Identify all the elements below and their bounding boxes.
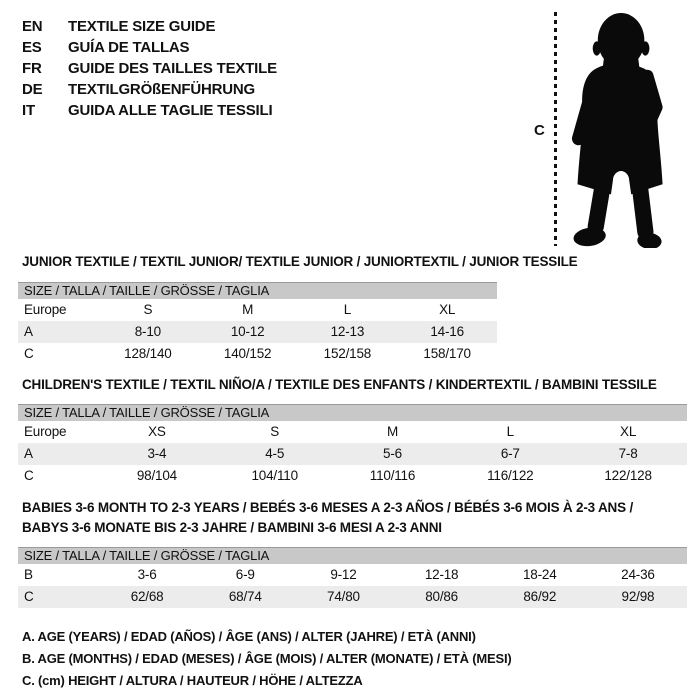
table-cell: 140/152 <box>223 346 272 361</box>
table-cell: S <box>270 424 280 439</box>
language-row-de <box>22 79 277 100</box>
row-label: A <box>24 324 33 339</box>
section-title <box>22 254 700 269</box>
table-cell: 92/98 <box>621 589 655 604</box>
table-cell: 104/110 <box>251 468 298 483</box>
language-label: GUIDA ALLE TAGLIE TESSILI <box>68 102 273 119</box>
footnotes <box>22 626 512 692</box>
table-cell: 86/92 <box>523 589 557 604</box>
language-row-es <box>22 37 277 58</box>
table-cell: XS <box>148 424 166 439</box>
table-cell: 128/140 <box>124 346 172 361</box>
footnote-line: A. AGE (YEARS) / EDAD (AÑOS) / ÂGE (ANS) / ALTER (JAHRE) / ETÀ (ANNI) <box>22 629 476 644</box>
row-label: B <box>24 567 33 582</box>
table-cell: 24-36 <box>621 567 655 582</box>
section-title-line: JUNIOR TEXTILE / TEXTIL JUNIOR/ TEXTILE JUNIOR / JUNIORTEXTIL / JUNIOR TESSILE <box>22 254 578 269</box>
table-cell: 3-6 <box>137 567 157 582</box>
row-label: C <box>24 468 34 483</box>
table-cell: 12-13 <box>330 324 365 339</box>
section-title <box>22 498 700 538</box>
section-babies <box>0 498 700 608</box>
table-cell: 14-16 <box>430 324 464 339</box>
table-cell: S <box>143 302 153 317</box>
row-label: A <box>24 446 33 461</box>
table-cell: 110/116 <box>369 468 416 483</box>
row-label: C <box>24 346 34 361</box>
height-dashed-line <box>554 12 557 246</box>
footnote-line: B. AGE (MONTHS) / EDAD (MESES) / ÂGE (MOIS) / ALTER (MONATE) / ETÀ (MESI) <box>22 651 512 666</box>
table-row <box>18 421 687 443</box>
footnote-line: C. (cm) HEIGHT / ALTURA / HAUTEUR / HÖHE / ALTEZZA <box>22 673 363 688</box>
table-cell: 12-18 <box>424 567 459 582</box>
row-label: C <box>24 589 34 604</box>
language-label: TEXTILGRÖßENFÜHRUNG <box>68 81 256 98</box>
table-cell: 5-6 <box>383 446 402 461</box>
language-code: FR <box>22 60 42 77</box>
table-cell: 9-12 <box>330 567 357 582</box>
table-cell: 98/104 <box>136 468 177 483</box>
table-row <box>18 299 497 321</box>
table-cell: L <box>343 302 352 317</box>
table-cell: 10-12 <box>230 324 265 339</box>
table-cell: 152/158 <box>323 346 372 361</box>
section-title <box>22 377 700 392</box>
toddler-silhouette-icon <box>565 10 667 248</box>
table-cell: 74/80 <box>327 589 360 604</box>
table-row <box>18 443 687 465</box>
language-code: ES <box>22 39 42 56</box>
language-row-en <box>22 16 277 37</box>
table-cell: 7-8 <box>618 446 638 461</box>
table-header: SIZE / TALLA / TAILLE / GRÖSSE / TAGLIA <box>18 282 497 299</box>
table-cell: 158/170 <box>423 346 471 361</box>
section-title-line: BABIES 3-6 MONTH TO 2-3 YEARS / BEBÉS 3-6 MESES A 2-3 AÑOS / BÉBÉS 3-6 MOIS À 2-3 ANS / <box>22 500 633 515</box>
table-cell: L <box>506 424 514 439</box>
table-cell: M <box>242 302 254 317</box>
language-list <box>22 16 277 121</box>
table-cell: 62/68 <box>130 589 164 604</box>
language-label: GUIDE DES TAILLES TEXTILE <box>68 60 277 77</box>
table-header: SIZE / TALLA / TAILLE / GRÖSSE / TAGLIA <box>18 404 687 421</box>
table-cell: 8-10 <box>134 324 161 339</box>
table-cell: 80/86 <box>425 589 458 604</box>
table-cell: 116/122 <box>487 468 534 483</box>
table-cell: 6-7 <box>500 446 520 461</box>
table-header: SIZE / TALLA / TAILLE / GRÖSSE / TAGLIA <box>18 547 687 564</box>
language-row-it <box>22 100 277 121</box>
height-measure-label: C <box>534 122 545 139</box>
language-code: DE <box>22 81 43 98</box>
junior-size-table <box>18 282 497 365</box>
table-row <box>18 564 687 586</box>
children-size-table <box>18 404 687 487</box>
row-label: Europe <box>24 424 67 439</box>
table-cell: XL <box>439 302 456 317</box>
language-label: TEXTILE SIZE GUIDE <box>68 18 216 35</box>
table-row <box>18 586 687 608</box>
size-tables <box>0 248 700 608</box>
section-junior <box>0 254 700 365</box>
section-title-line: BABYS 3-6 MONATE BIS 2-3 JAHRE / BAMBINI 3-6 MESI A 2-3 ANNI <box>22 520 442 535</box>
table-cell: 68/74 <box>228 589 262 604</box>
table-cell: 18-24 <box>523 567 557 582</box>
language-code: IT <box>22 102 35 119</box>
language-row-fr <box>22 58 277 79</box>
babies-size-table <box>18 547 687 608</box>
language-code: EN <box>22 18 43 35</box>
height-figure <box>530 8 700 250</box>
table-row <box>18 321 497 343</box>
table-cell: 4-5 <box>265 446 285 461</box>
table-cell: 6-9 <box>235 567 255 582</box>
row-label: Europe <box>24 302 67 317</box>
section-title-line: CHILDREN'S TEXTILE / TEXTIL NIÑO/A / TEXTILE DES ENFANTS / KINDERTEXTIL / BAMBINI TESSILE <box>22 377 657 392</box>
section-children <box>0 377 700 487</box>
table-cell: XL <box>620 424 637 439</box>
table-row <box>18 343 497 365</box>
table-cell: 3-4 <box>147 446 167 461</box>
table-cell: M <box>386 424 399 439</box>
table-row <box>18 465 687 487</box>
table-cell: 122/128 <box>604 468 652 483</box>
language-label: GUÍA DE TALLAS <box>68 39 190 56</box>
